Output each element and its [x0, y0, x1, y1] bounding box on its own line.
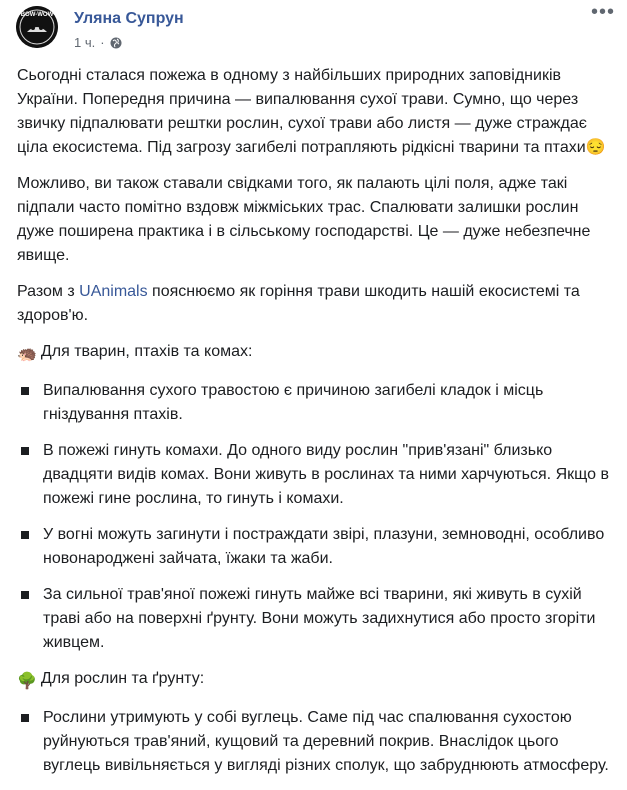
avatar-text: BOW-WOW [20, 12, 54, 18]
avatar[interactable] [16, 6, 58, 48]
list-item [17, 439, 615, 511]
post-meta [74, 35, 122, 50]
paragraph-3-after: пояснюємо як горіння трави шкодить нашій екосистемі та здоров'ю. [17, 283, 580, 324]
section-plants-title: Для рослин та ґрунту: [40, 670, 205, 687]
list-item [17, 706, 615, 778]
list-item-text: Рослини утримують у собі вуглець. Саме під час спалювання сухостою руйнуються трав'яний, кущовий та деревний покрив. Внаслідок цього вуглець вивільняється у вигляді різних сполук, що забруднюють атмосферу. [43, 709, 609, 774]
paragraph-2: Можливо, ви також ставали свідками того, як палають цілі поля, адже такі підпали часто помітно вздовж міжміських трас. Спалювати залишки рослин дуже поширена практика і в сільському господарстві. Це — дуже небезпечне явище. [17, 175, 591, 264]
section-animals-heading [17, 340, 615, 367]
bullet-square-icon [21, 447, 29, 455]
bullet-square-icon [21, 714, 29, 722]
uanimals-link[interactable]: UAnimals [79, 283, 148, 300]
bullet-square-icon [21, 591, 29, 599]
hedgehog-icon: 🦔 [17, 346, 37, 363]
bullet-square-icon [21, 387, 29, 395]
paragraph-3-before: Разом з [17, 283, 80, 300]
paragraph-3 [17, 280, 615, 328]
post-time[interactable]: 1 ч. [74, 35, 96, 50]
list-item-text: У вогні можуть загинути і постраждати звірі, плазуни, земноводні, особливо новонароджені зайчата, їжаки та жаби. [43, 526, 605, 567]
paragraph-1: Сьогодні сталася пожежа в одному з найбільших природних заповідників України. Попередня причина — випалювання сухої трави. Сумно, що через звичку підпалювати рештки рослин, сухої трави або листя — дуже страждає ціла екосистема. Під загрозу загибелі потрапляють рідкісні тварини та птахи😔 [17, 67, 606, 156]
author-name[interactable]: Уляна Супрун [74, 10, 184, 27]
bullet-square-icon [21, 531, 29, 539]
section-plants-heading [17, 667, 615, 694]
meta-separator: · [100, 35, 105, 50]
more-dots-icon[interactable]: ••• [590, 1, 615, 23]
post-body [17, 64, 615, 790]
list-item [17, 523, 615, 571]
section-animals-title: Для тварин, птахів та комах: [40, 343, 253, 360]
list-item-text: В пожежі гинуть комахи. До одного виду рослин "прив'язані" близько двадцяти видів комах. Вони живуть в рослинах та ними харчуються. Якщо в пожежі гине рослина, то гинуть і комахи. [43, 442, 609, 507]
globe-icon[interactable] [110, 37, 122, 49]
list-item-text: Випалювання сухого травостою є причиною загибелі кладок і місць гніздування птахів. [43, 382, 544, 423]
list-item [17, 583, 615, 655]
tree-icon: 🌳 [17, 673, 37, 690]
list-item-text: За сильної трав'яної пожежі гинуть майже всі тварини, які живуть в сухій траві або на поверхні ґрунту. Вони можуть задихнутися або просто згоріти живцем. [43, 586, 596, 651]
list-item [17, 379, 615, 427]
